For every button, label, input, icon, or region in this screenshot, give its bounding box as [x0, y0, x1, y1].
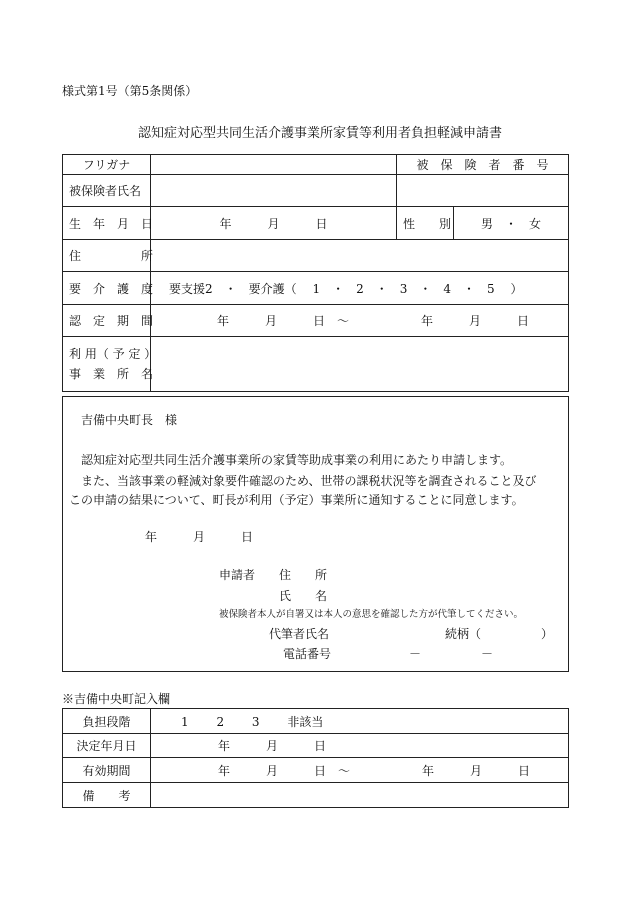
- applicant-name-label: 氏 名: [279, 589, 328, 603]
- valid-period-field[interactable]: 年 月 日 ～ 年 月 日: [151, 758, 569, 783]
- consent-paragraph-2-line-2: この申請の結果について、町長が利用（予定）事業所に通知することに同意します。: [69, 493, 524, 507]
- address-field[interactable]: [151, 240, 569, 272]
- addressee: 吉備中央町長 様: [81, 413, 178, 427]
- form-number: 様式第1号（第5条関係）: [62, 84, 198, 98]
- birthdate-field[interactable]: 年 月 日: [151, 207, 397, 240]
- office-use-heading: ※吉備中央町記入欄: [62, 692, 171, 706]
- furigana-field[interactable]: [151, 155, 397, 175]
- facility-field[interactable]: [151, 337, 569, 392]
- insured-number-label: 被 保 険 者 番 号: [397, 155, 569, 175]
- gender-label: 性 別: [397, 207, 454, 240]
- relation-label: 続柄（ ）: [445, 627, 554, 641]
- insured-name-label: 被保険者氏名: [63, 175, 151, 207]
- burden-stage-label: 負担段階: [63, 709, 151, 734]
- facility-label: 利 用（ 予 定 ） 事 業 所 名: [63, 337, 151, 392]
- consent-section: [62, 396, 569, 672]
- phone-label: 電話番号: [283, 647, 332, 661]
- cert-period-field[interactable]: 年 月 日 ～ 年 月 日: [151, 305, 569, 337]
- applicant-label: 申請者: [219, 568, 256, 582]
- insured-number-field[interactable]: [397, 175, 569, 207]
- decision-date-field[interactable]: 年 月 日: [151, 734, 569, 758]
- page-title: 認知症対応型共同生活介護事業所家賃等利用者負担軽減申請書: [138, 126, 503, 141]
- care-level-label: 要 介 護 度: [63, 272, 151, 305]
- address-label: 住 所: [63, 240, 151, 272]
- phone-field[interactable]: － －: [409, 647, 494, 661]
- care-level-field[interactable]: 要支援2 ・ 要介護（ 1 ・ 2 ・ 3 ・ 4 ・ 5 ）: [151, 272, 569, 305]
- application-date[interactable]: 年 月 日: [145, 530, 254, 544]
- application-table: [62, 154, 569, 392]
- birthdate-label: 生 年 月 日: [63, 207, 151, 240]
- cert-period-label: 認 定 期 間: [63, 305, 151, 337]
- burden-stage-field[interactable]: 1 2 3 非該当: [151, 709, 569, 734]
- remarks-field[interactable]: [151, 783, 569, 808]
- applicant-address-label: 住 所: [279, 568, 328, 582]
- consent-paragraph-1: 認知症対応型共同生活介護事業所の家賃等助成事業の利用にあたり申請します。: [69, 453, 513, 467]
- insured-name-field[interactable]: [151, 175, 397, 207]
- decision-date-label: 決定年月日: [63, 734, 151, 758]
- furigana-label: フリガナ: [63, 155, 151, 175]
- proxy-name-label: 代筆者氏名: [269, 627, 330, 641]
- remarks-label: 備 考: [63, 783, 151, 808]
- gender-field[interactable]: 男 ・ 女: [454, 207, 569, 240]
- consent-paragraph-2-line-1: また、当該事業の軽減対象要件確認のため、世帯の課税状況等を調査されること及び: [69, 474, 537, 488]
- signature-note: 被保険者本人が自署又は本人の意思を確認した方が代筆してください。: [219, 609, 524, 620]
- office-use-table: [62, 708, 569, 808]
- valid-period-label: 有効期間: [63, 758, 151, 783]
